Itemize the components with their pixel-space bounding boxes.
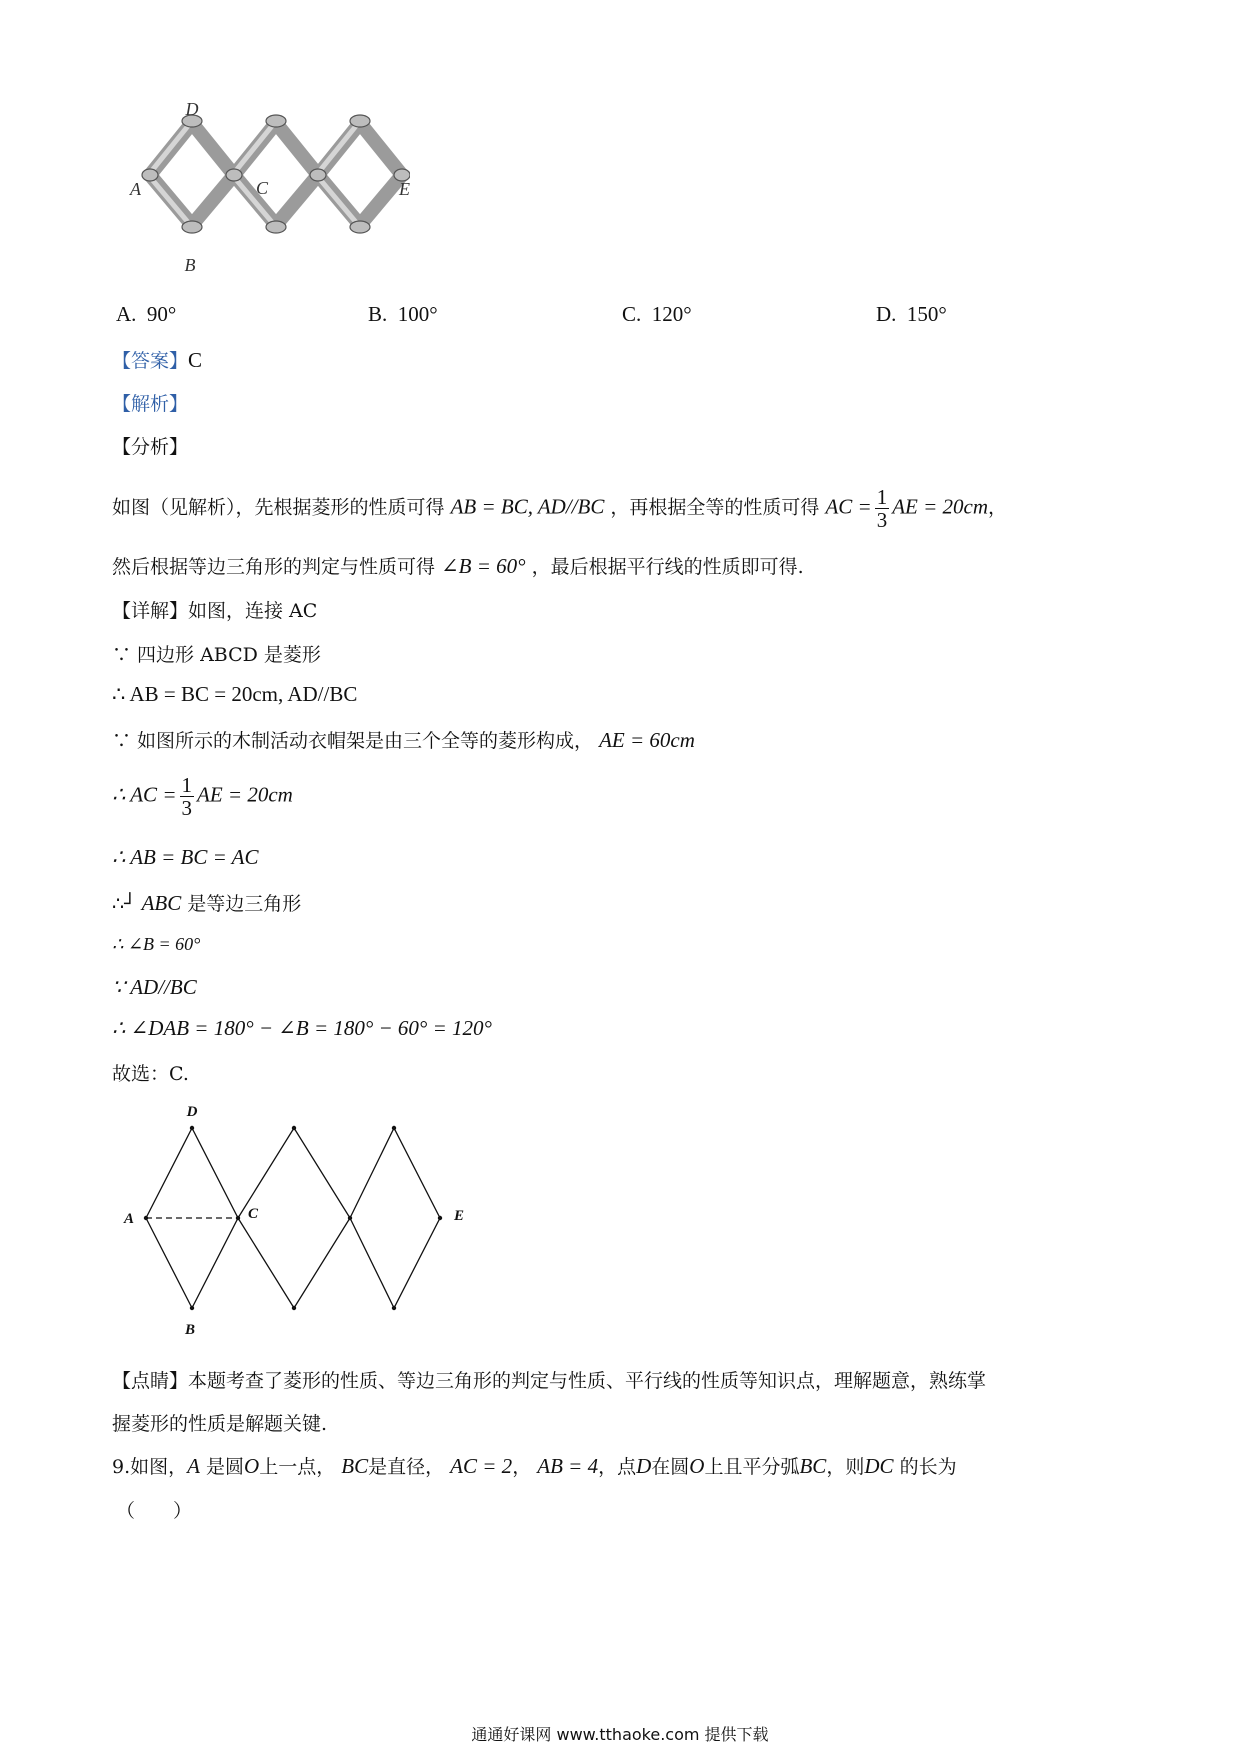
fig1-label-a: A	[130, 179, 141, 199]
option-a[interactable]	[116, 302, 176, 327]
fenxi-fraction	[875, 486, 890, 531]
q9-text-2: 上一点，	[259, 1456, 336, 1478]
footer-text: 通通好课网 www.tthaoke.com 提供下载	[471, 1725, 769, 1744]
detail-step-3	[112, 726, 695, 753]
detail-intro-text: 如图，连接 AC	[188, 600, 318, 622]
detail-frac-den: 3	[181, 796, 192, 820]
q9-text-5: ，点	[598, 1456, 637, 1478]
detail-step-8: ∵ AD//BC	[112, 975, 197, 999]
dianjing-tag: 【点睛】	[112, 1370, 189, 1392]
q9-prefix: 9.如图，	[112, 1456, 188, 1478]
option-d-letter: D.	[876, 302, 897, 326]
answer-tag: 【答案】	[112, 350, 189, 372]
fig2-label-e: E	[454, 1208, 465, 1224]
fenxi-frac-num: 1	[876, 485, 888, 509]
detail-step-4a: ∴ AC =	[112, 782, 177, 807]
fenxi-math-2a: AC =	[825, 494, 872, 519]
dianjing-line-1	[112, 1366, 986, 1393]
fenxi-math-2b: AE = 20cm	[892, 494, 989, 519]
answer-line	[112, 346, 202, 373]
detail-fraction	[180, 774, 195, 819]
detail-step-4b: AE = 20cm	[197, 782, 293, 807]
fenxi-frac-den: 3	[876, 508, 888, 532]
q9-text-8: ，则	[826, 1456, 865, 1478]
fenxi-text-2: ，再根据全等的性质可得	[610, 496, 820, 519]
detail-step-10: 故选：C.	[112, 1063, 189, 1085]
q9-math-dc: DC	[864, 1454, 894, 1478]
q9-math-bc2: BC	[799, 1454, 827, 1478]
fenxi-text-3: 然后根据等边三角形的判定与性质可得	[112, 556, 436, 578]
detail-intro	[112, 596, 317, 623]
q9-math-ab: AB = 4	[537, 1454, 599, 1478]
fenxi-line-2	[112, 552, 804, 579]
option-a-letter: A.	[116, 302, 137, 326]
option-c[interactable]	[622, 302, 692, 327]
option-b-value: 100°	[397, 302, 438, 326]
detail-step-1: ∵ 四边形 ABCD 是菱形	[112, 644, 321, 666]
fenxi-math-3: ∠B = 60°	[441, 554, 526, 578]
q9-math-ac: AC = 2	[450, 1454, 513, 1478]
fig2-label-c: C	[248, 1206, 259, 1222]
q9-text-6: 在圆	[651, 1456, 690, 1478]
detail-step-6	[112, 889, 301, 916]
coat-rack-figure	[110, 95, 410, 285]
fig1-label-c: C	[256, 178, 269, 198]
q9-text-1: 是圆	[206, 1456, 245, 1478]
detail-step-3-math: AE = 60cm	[599, 728, 695, 752]
fenxi-text-end: ，	[988, 496, 1008, 519]
q9-math-a: A	[187, 1454, 200, 1478]
fenxi-tag: 【分析】	[112, 436, 189, 458]
detail-step-4	[112, 774, 293, 819]
q9-text-9: 的长为	[899, 1456, 957, 1478]
dianjing-line-2: 握菱形的性质是解题关键.	[112, 1413, 328, 1435]
fig2-label-a: A	[124, 1211, 135, 1227]
option-d[interactable]	[876, 302, 947, 327]
jiexi-tag: 【解析】	[112, 393, 189, 415]
fig2-label-d: D	[186, 1104, 198, 1120]
fig2-label-b: B	[184, 1322, 196, 1338]
fenxi-math-1: AB = BC, AD//BC	[450, 494, 605, 519]
fenxi-text-1: 如图（见解析），先根据菱形的性质可得	[112, 496, 445, 519]
detail-step-3-text: ∵ 如图所示的木制活动衣帽架是由三个全等的菱形构成，	[112, 730, 594, 752]
option-b[interactable]	[368, 302, 438, 327]
detail-step-5: ∴ AB = BC = AC	[112, 845, 259, 869]
question-9	[112, 1452, 957, 1479]
detail-step-2: ∴ AB = BC = 20cm, AD//BC	[112, 682, 358, 706]
detail-step-9: ∴ ∠DAB = 180° − ∠B = 180° − 60° = 120°	[112, 1016, 492, 1040]
q9-math-o2: O	[689, 1454, 705, 1478]
detail-frac-num: 1	[181, 773, 192, 797]
rhombus-diagram	[110, 1100, 490, 1340]
option-b-letter: B.	[368, 302, 388, 326]
answer-value: C	[188, 348, 203, 372]
fenxi-line-1	[112, 486, 1007, 531]
q9-text-3: 是直径，	[368, 1456, 445, 1478]
fenxi-text-4: ，最后根据平行线的性质即可得.	[531, 556, 804, 578]
q9-paren: （ ）	[116, 1500, 193, 1522]
q9-math-o1: O	[244, 1454, 260, 1478]
q9-math-bc1: BC	[341, 1454, 369, 1478]
q9-text-4: ，	[512, 1456, 532, 1478]
option-c-letter: C.	[622, 302, 642, 326]
option-a-value: 90°	[146, 302, 177, 326]
rack-rods	[150, 123, 402, 225]
detail-step-6-symbol: ∴┘	[112, 893, 136, 915]
detail-step-6-text: 是等边三角形	[187, 893, 302, 915]
detail-step-7: ∴ ∠B = 60°	[112, 934, 201, 954]
detail-tag: 【详解】	[112, 600, 189, 622]
fig1-label-d: D	[185, 99, 199, 119]
fig1-label-e: E	[399, 179, 410, 199]
option-d-value: 150°	[906, 302, 947, 326]
q9-math-d: D	[636, 1454, 652, 1478]
detail-step-6-math: ABC	[141, 891, 182, 915]
q9-text-7: 上且平分弧	[704, 1456, 800, 1478]
option-c-value: 120°	[651, 302, 692, 326]
fig1-label-b: B	[184, 255, 196, 275]
dianjing-text-1: 本题考查了菱形的性质、等边三角形的判定与性质、平行线的性质等知识点，理解题意，熟练掌	[188, 1370, 987, 1392]
